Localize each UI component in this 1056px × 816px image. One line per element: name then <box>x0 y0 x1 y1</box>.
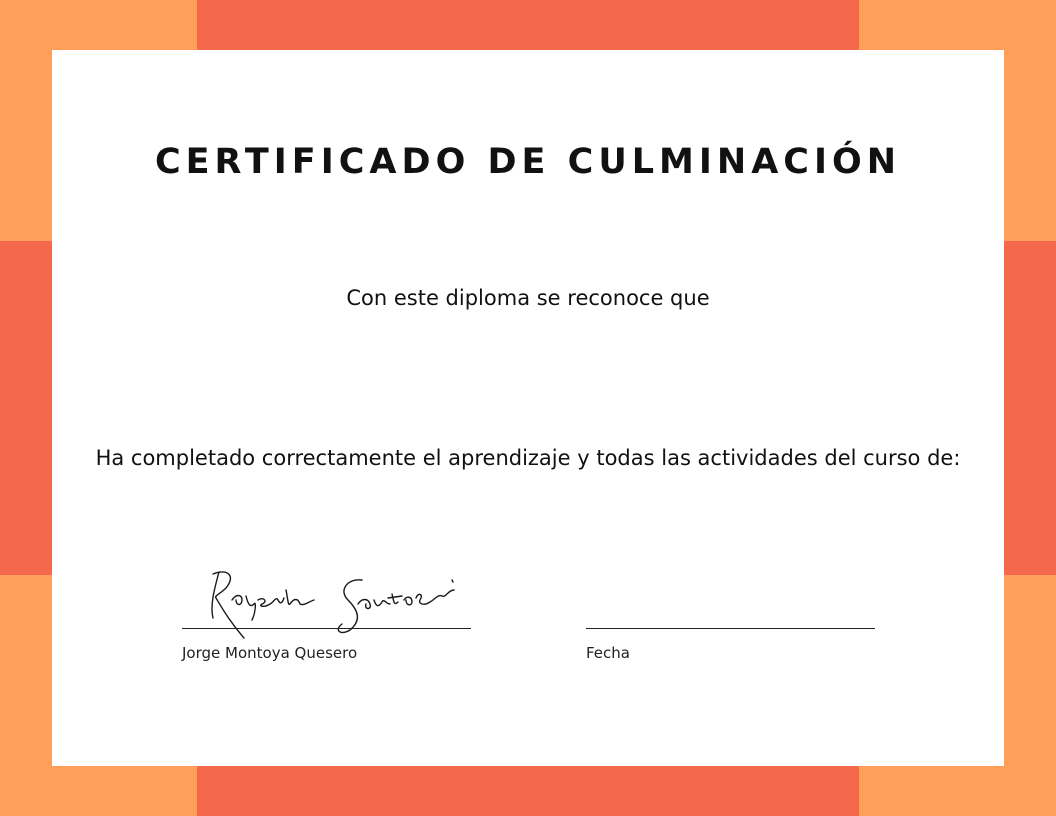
date-label: Fecha <box>586 644 630 662</box>
accent-block-bottom <box>197 766 859 816</box>
accent-block-top <box>197 0 859 50</box>
certificate-body: Ha completado correctamente el aprendizaje y todas las actividades del curso de: <box>95 446 961 470</box>
certificate-title: CERTIFICADO DE CULMINACIÓN <box>154 142 902 182</box>
date-line <box>586 628 875 629</box>
signature-line <box>182 628 471 629</box>
accent-block-left <box>0 241 52 575</box>
certificate-paper <box>52 50 1004 766</box>
signature-block <box>182 560 471 670</box>
accent-block-right <box>1004 241 1056 575</box>
signatory-name: Jorge Montoya Quesero <box>182 644 358 662</box>
date-block <box>586 560 875 670</box>
certificate-intro: Con este diploma se reconoce que <box>346 286 710 310</box>
